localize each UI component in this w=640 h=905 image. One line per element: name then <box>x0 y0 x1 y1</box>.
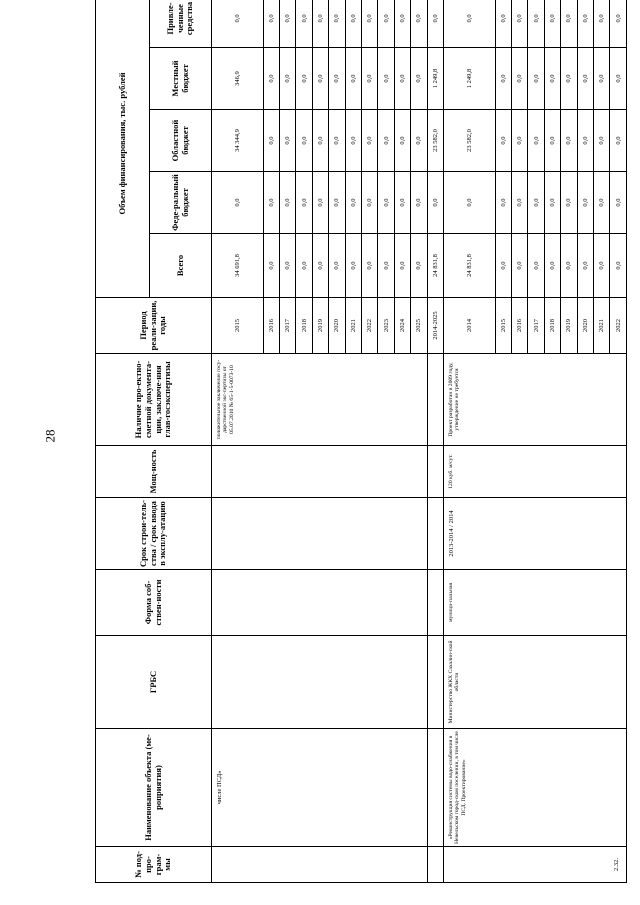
total-cell: 0,0 <box>296 234 312 298</box>
total-cell: 0,0 <box>561 234 577 298</box>
regional-cell: 0,0 <box>561 110 577 172</box>
regional-cell: 0,0 <box>378 110 394 172</box>
local-cell: 0,0 <box>528 48 544 110</box>
header-ownership: Форма соб-ствен-ности <box>96 570 212 636</box>
block1-grbs <box>212 636 428 729</box>
total-cell: 34 691,8 <box>212 234 264 298</box>
federal-cell: 0,0 <box>594 172 610 234</box>
year-cell: 2014 <box>444 298 496 354</box>
federal-cell: 0,0 <box>378 172 394 234</box>
total-cell: 0,0 <box>495 234 511 298</box>
block2-name: «Реконструкция системы водо-снабжения в Невельском город-ском поселении, в том числе ПСД. Проектирование» <box>444 729 627 847</box>
federal-cell: 0,0 <box>279 172 295 234</box>
attracted-cell: 0,0 <box>528 0 544 48</box>
federal-cell: 0,0 <box>296 172 312 234</box>
year-cell: 2017 <box>279 298 295 354</box>
regional-cell: 0,0 <box>263 110 279 172</box>
attracted-cell: 0,0 <box>212 0 264 48</box>
local-cell: 0,0 <box>394 48 410 110</box>
federal-cell: 0,0 <box>427 172 443 234</box>
empty-cell <box>427 498 443 570</box>
block1-capacity <box>212 446 428 498</box>
header-name: Наименование объекта (ме-роприятия) <box>96 729 212 847</box>
regional-cell: 0,0 <box>610 110 627 172</box>
local-cell: 0,0 <box>594 48 610 110</box>
federal-cell: 0,0 <box>345 172 361 234</box>
federal-cell: 0,0 <box>394 172 410 234</box>
empty-cell <box>427 354 443 446</box>
attracted-cell: 0,0 <box>362 0 378 48</box>
year-cell: 2024 <box>394 298 410 354</box>
local-cell: 0,0 <box>312 48 328 110</box>
federal-cell: 0,0 <box>544 172 560 234</box>
funding-table <box>95 0 627 883</box>
header-docs: Наличие про-ектно-сметной документа-ции, заключе-ния глав-госэкспертизы <box>96 354 212 446</box>
header-period: Период реали-зации, годы <box>96 298 212 354</box>
attracted-cell: 0,0 <box>378 0 394 48</box>
local-cell: 0,0 <box>345 48 361 110</box>
empty-cell <box>427 570 443 636</box>
attracted-cell: 0,0 <box>561 0 577 48</box>
federal-cell: 0,0 <box>528 172 544 234</box>
table-row <box>212 0 264 883</box>
header-total: Всего <box>150 234 212 298</box>
block2-grbs: Министерство ЖКХ Сахалин-ской области <box>444 636 627 729</box>
regional-cell: 0,0 <box>279 110 295 172</box>
local-cell: 0,0 <box>577 48 593 110</box>
year-cell: 2018 <box>296 298 312 354</box>
table-row <box>444 0 496 883</box>
table-row <box>427 0 443 883</box>
federal-cell: 0,0 <box>495 172 511 234</box>
local-cell: 0,0 <box>495 48 511 110</box>
year-cell: 2018 <box>544 298 560 354</box>
total-cell: 0,0 <box>544 234 560 298</box>
local-cell: 0,0 <box>263 48 279 110</box>
block1-ownership <box>212 570 428 636</box>
regional-cell: 0,0 <box>544 110 560 172</box>
attracted-cell: 0,0 <box>495 0 511 48</box>
federal-cell: 0,0 <box>512 172 528 234</box>
header-local: Местный бюджет <box>150 48 212 110</box>
year-cell: 2017 <box>528 298 544 354</box>
header-attracted: Привле-ченные средства <box>150 0 212 48</box>
header-grbs: ГРБС <box>96 636 212 729</box>
year-cell: 2015 <box>495 298 511 354</box>
year-cell: 2019 <box>561 298 577 354</box>
total-cell: 0,0 <box>610 234 627 298</box>
regional-cell: 0,0 <box>594 110 610 172</box>
page-number: 28 <box>42 429 58 443</box>
attracted-cell: 0,0 <box>512 0 528 48</box>
header-capacity: Мощ-ность <box>96 446 212 498</box>
regional-cell: 0,0 <box>362 110 378 172</box>
year-cell: 2019 <box>312 298 328 354</box>
federal-cell: 0,0 <box>263 172 279 234</box>
total-cell: 0,0 <box>263 234 279 298</box>
year-cell: 2025 <box>411 298 427 354</box>
local-cell: 0,0 <box>512 48 528 110</box>
block2-num: 2.32. <box>444 847 627 883</box>
regional-cell: 23 582,0 <box>444 110 496 172</box>
total-cell: 0,0 <box>394 234 410 298</box>
header-term: Срок строи-тель-ства / срок ввода в эксплу-атацию <box>96 498 212 570</box>
block2-ownership: муници-пальная <box>444 570 627 636</box>
block1-name: числе ПСД» <box>212 729 428 847</box>
regional-cell: 0,0 <box>394 110 410 172</box>
year-cell: 2016 <box>512 298 528 354</box>
attracted-cell: 0,0 <box>329 0 345 48</box>
regional-cell: 0,0 <box>512 110 528 172</box>
local-cell: 0,0 <box>329 48 345 110</box>
total-cell: 0,0 <box>528 234 544 298</box>
year-cell: 2021 <box>345 298 361 354</box>
federal-cell: 0,0 <box>329 172 345 234</box>
regional-cell: 0,0 <box>345 110 361 172</box>
empty-cell <box>427 729 443 847</box>
local-cell: 1 249,8 <box>427 48 443 110</box>
attracted-cell: 0,0 <box>444 0 496 48</box>
header-num: № под-про-грам-мы <box>96 847 212 883</box>
local-cell: 0,0 <box>362 48 378 110</box>
block2-term: 2013-2014 / 2014 <box>444 498 627 570</box>
attracted-cell: 0,0 <box>411 0 427 48</box>
regional-cell: 34 344,9 <box>212 110 264 172</box>
attracted-cell: 0,0 <box>263 0 279 48</box>
local-cell: 0,0 <box>411 48 427 110</box>
federal-cell: 0,0 <box>561 172 577 234</box>
federal-cell: 0,0 <box>577 172 593 234</box>
attracted-cell: 0,0 <box>312 0 328 48</box>
total-cell: 0,0 <box>378 234 394 298</box>
total-cell: 24 831,8 <box>444 234 496 298</box>
year-cell: 2022 <box>362 298 378 354</box>
federal-cell: 0,0 <box>610 172 627 234</box>
total-cell: 0,0 <box>594 234 610 298</box>
federal-cell: 0,0 <box>444 172 496 234</box>
regional-cell: 0,0 <box>329 110 345 172</box>
total-cell: 0,0 <box>411 234 427 298</box>
attracted-cell: 0,0 <box>394 0 410 48</box>
header-regional: Областной бюджет <box>150 110 212 172</box>
regional-cell: 0,0 <box>411 110 427 172</box>
empty-cell <box>427 446 443 498</box>
empty-cell <box>427 636 443 729</box>
total-cell: 0,0 <box>312 234 328 298</box>
regional-cell: 0,0 <box>312 110 328 172</box>
year-cell: 2020 <box>577 298 593 354</box>
attracted-cell: 0,0 <box>594 0 610 48</box>
local-cell: 0,0 <box>561 48 577 110</box>
block2-capacity: 120 куб. м/сут. <box>444 446 627 498</box>
regional-cell: 0,0 <box>577 110 593 172</box>
local-cell: 0,0 <box>296 48 312 110</box>
local-cell: 0,0 <box>544 48 560 110</box>
rotated-table-container <box>95 1 627 883</box>
year-cell: 2023 <box>378 298 394 354</box>
block1-docs: положительное заключение госу-дарственной экс-пертизы от 05.07.2010 № 65-1-5-0073-10 <box>212 354 428 446</box>
total-cell: 24 831,8 <box>427 234 443 298</box>
total-cell: 0,0 <box>362 234 378 298</box>
total-cell: 0,0 <box>577 234 593 298</box>
empty-cell <box>427 847 443 883</box>
year-cell: 2022 <box>610 298 627 354</box>
block1-num <box>212 847 428 883</box>
block2-docs: Проект разработан в 2009 году, утверждение не требуется <box>444 354 627 446</box>
regional-cell: 0,0 <box>495 110 511 172</box>
year-cell: 2021 <box>594 298 610 354</box>
federal-cell: 0,0 <box>362 172 378 234</box>
attracted-cell: 0,0 <box>279 0 295 48</box>
total-cell: 0,0 <box>512 234 528 298</box>
total-cell: 0,0 <box>345 234 361 298</box>
year-cell: 2014-2025 <box>427 298 443 354</box>
federal-cell: 0,0 <box>212 172 264 234</box>
total-cell: 0,0 <box>329 234 345 298</box>
local-cell: 1 249,8 <box>444 48 496 110</box>
federal-cell: 0,0 <box>312 172 328 234</box>
attracted-cell: 0,0 <box>345 0 361 48</box>
local-cell: 0,0 <box>378 48 394 110</box>
attracted-cell: 0,0 <box>296 0 312 48</box>
year-cell: 2020 <box>329 298 345 354</box>
attracted-cell: 0,0 <box>577 0 593 48</box>
local-cell: 0,0 <box>279 48 295 110</box>
year-cell: 2016 <box>263 298 279 354</box>
regional-cell: 0,0 <box>296 110 312 172</box>
attracted-cell: 0,0 <box>610 0 627 48</box>
attracted-cell: 0,0 <box>544 0 560 48</box>
local-cell: 346,9 <box>212 48 264 110</box>
attracted-cell: 0,0 <box>427 0 443 48</box>
regional-cell: 0,0 <box>528 110 544 172</box>
federal-cell: 0,0 <box>411 172 427 234</box>
local-cell: 0,0 <box>610 48 627 110</box>
year-cell: 2015 <box>212 298 264 354</box>
regional-cell: 23 582,0 <box>427 110 443 172</box>
total-cell: 0,0 <box>279 234 295 298</box>
header-funding: Объем финансирования, тыс. рублей <box>96 0 150 298</box>
block1-term <box>212 498 428 570</box>
header-federal: Феде-ральный бюджет <box>150 172 212 234</box>
